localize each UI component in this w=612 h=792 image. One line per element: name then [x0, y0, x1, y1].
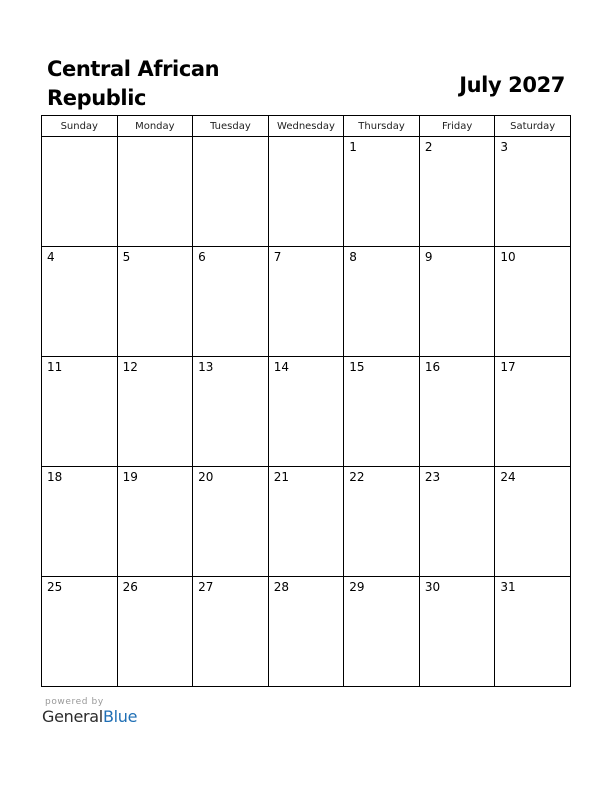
calendar-day-cell [419, 467, 495, 577]
calendar-day-cell [193, 357, 269, 467]
day-number: 2 [424, 140, 433, 154]
day-number [118, 137, 193, 140]
day-number: 4 [47, 250, 55, 264]
day-number: 16 [424, 360, 441, 374]
day-number: 27 [198, 580, 214, 594]
country-title-line2: Republic [47, 86, 147, 110]
calendar-day-cell [495, 137, 571, 247]
day-number: 7 [273, 250, 282, 264]
weekday-header-row [42, 116, 571, 137]
calendar-day-cell [419, 137, 495, 247]
calendar-day-cell [117, 247, 193, 357]
calendar-day-cell [117, 577, 193, 687]
calendar-day-cell [495, 357, 571, 467]
day-number: 28 [273, 580, 289, 594]
weekday-thursday: Thursday [344, 116, 420, 137]
day-number: 31 [500, 580, 516, 594]
calendar-day-cell [495, 247, 571, 357]
calendar-day-cell [42, 577, 118, 687]
calendar-day-cell [344, 357, 420, 467]
calendar-day-cell [419, 247, 495, 357]
day-number: 13 [198, 360, 214, 374]
calendar-day-cell [268, 137, 344, 247]
calendar-day-cell [193, 247, 269, 357]
calendar-grid [41, 115, 571, 687]
weekday-monday: Monday [117, 116, 193, 137]
calendar-day-cell [193, 577, 269, 687]
calendar-day-cell [268, 357, 344, 467]
day-number: 30 [424, 580, 441, 594]
day-number: 5 [122, 250, 131, 264]
calendar-day-cell [419, 577, 495, 687]
generalblue-logo [42, 707, 137, 727]
calendar-day-cell [344, 137, 420, 247]
day-number [193, 137, 268, 140]
weekday-sunday: Sunday [42, 116, 118, 137]
day-number: 12 [122, 360, 138, 374]
weekday-wednesday: Wednesday [268, 116, 344, 137]
brand-blue: Blue [102, 707, 138, 726]
day-number: 21 [273, 470, 289, 484]
day-number: 19 [122, 470, 138, 484]
day-number: 20 [198, 470, 214, 484]
day-number: 26 [122, 580, 138, 594]
calendar-day-cell [419, 357, 495, 467]
day-number [42, 137, 117, 140]
day-number: 23 [424, 470, 441, 484]
day-number: 14 [273, 360, 289, 374]
calendar-week-row [42, 467, 571, 577]
calendar-day-cell [42, 247, 118, 357]
calendar-day-cell [344, 577, 420, 687]
calendar-day-cell [268, 467, 344, 577]
day-number: 10 [500, 250, 516, 264]
calendar-day-cell [268, 577, 344, 687]
day-number: 25 [47, 580, 63, 594]
calendar-day-cell [268, 247, 344, 357]
calendar-day-cell [193, 137, 269, 247]
calendar-day-cell [344, 247, 420, 357]
calendar-day-cell [495, 577, 571, 687]
month-year-title: July 2027 [459, 73, 565, 97]
weekday-tuesday: Tuesday [193, 116, 269, 137]
calendar-week-row [42, 357, 571, 467]
weekday-saturday: Saturday [495, 116, 571, 137]
day-number: 22 [349, 470, 365, 484]
weekday-friday: Friday [419, 116, 495, 137]
calendar-day-cell [117, 467, 193, 577]
calendar-day-cell [117, 137, 193, 247]
country-title [47, 55, 307, 113]
calendar-day-cell [193, 467, 269, 577]
calendar-day-cell [495, 467, 571, 577]
calendar-day-cell [42, 467, 118, 577]
day-number [269, 137, 344, 140]
calendar-week-row [42, 247, 571, 357]
calendar-week-row [42, 577, 571, 687]
footer-branding [42, 697, 137, 727]
day-number: 29 [349, 580, 365, 594]
calendar-week-row [42, 137, 571, 247]
powered-by-text: powered by [45, 697, 104, 707]
day-number: 11 [47, 360, 63, 374]
day-number: 6 [198, 250, 206, 264]
day-number: 17 [500, 360, 516, 374]
day-number: 15 [349, 360, 365, 374]
calendar-day-cell [117, 357, 193, 467]
day-number: 9 [424, 250, 433, 264]
country-title-line1: Central African [47, 57, 220, 81]
day-number: 8 [349, 250, 357, 264]
day-number: 24 [500, 470, 516, 484]
calendar-day-cell [42, 357, 118, 467]
day-number: 3 [500, 140, 509, 154]
day-number: 1 [349, 140, 357, 154]
calendar-day-cell [344, 467, 420, 577]
day-number: 18 [47, 470, 63, 484]
brand-general: General [42, 707, 103, 726]
calendar-day-cell [42, 137, 118, 247]
